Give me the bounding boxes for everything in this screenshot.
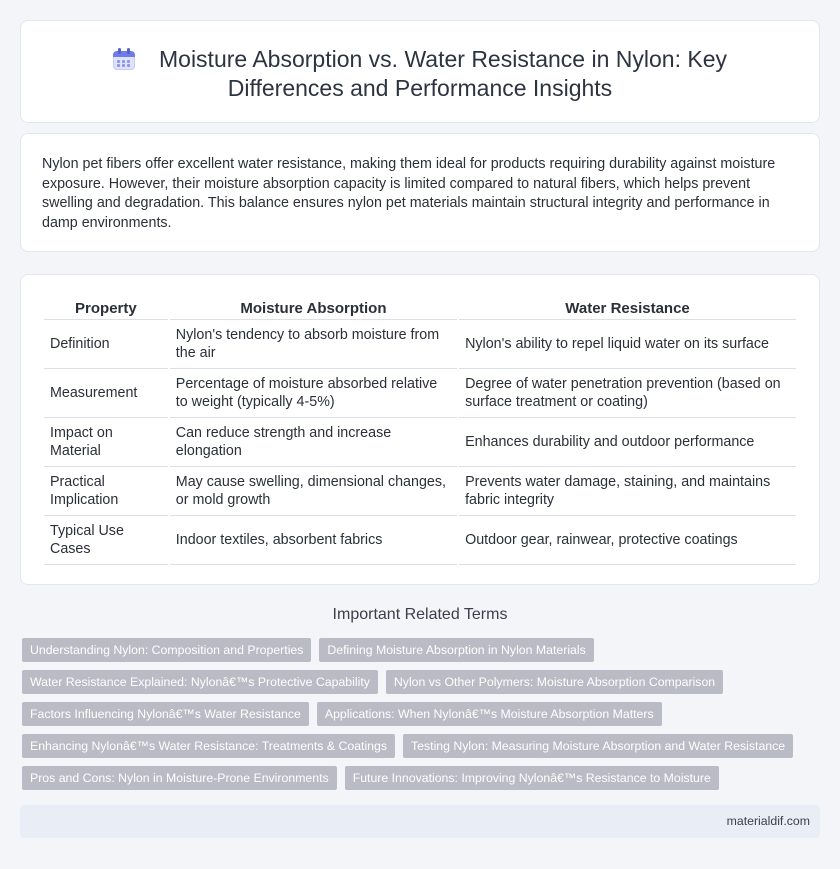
table-row (44, 467, 796, 516)
related-terms-heading: Important Related Terms (332, 606, 508, 623)
table-cell-moisture: May cause swelling, dimensional changes, or mold growth (170, 467, 457, 516)
footer (20, 805, 820, 838)
page-title (21, 45, 819, 103)
table-cell-water: Degree of water penetration prevention (based on surface treatment or coating) (459, 369, 796, 418)
table-row (44, 418, 796, 467)
table-cell-property: Measurement (44, 369, 168, 418)
table-cell-water: Outdoor gear, rainwear, protective coatings (459, 516, 796, 565)
comparison-table (42, 296, 798, 565)
related-term-link[interactable]: Enhancing Nylonâ€™s Water Resistance: Treatments & Coatings (22, 734, 395, 758)
title-line-2: Differences and Performance Insights (227, 75, 613, 101)
table-cell-property: Typical Use Cases (44, 516, 168, 565)
calendar-icon (113, 48, 135, 70)
intro-paragraph: Nylon pet fibers offer excellent water resistance, making them ideal for products requiring durability against moisture exposure. However, their moisture absorption capacity is limited compared to natural fibers, which helps prevent swelling and degradation. This balance ensures nylon pet materials maintain structural integrity and performance in damp environments. (42, 156, 776, 231)
table-cell-water: Prevents water damage, staining, and maintains fabric integrity (459, 467, 796, 516)
related-term-link[interactable]: Water Resistance Explained: Nylonâ€™s Protective Capability (22, 670, 378, 694)
table-row (44, 320, 796, 369)
related-term-link[interactable]: Understanding Nylon: Composition and Properties (22, 638, 311, 662)
table-cell-property: Impact on Material (44, 418, 168, 467)
comparison-table-card (20, 274, 820, 585)
column-header: Property (44, 296, 168, 320)
title-line-1: Moisture Absorption vs. Water Resistance in Nylon: Key (159, 46, 727, 72)
table-cell-moisture: Indoor textiles, absorbent fabrics (170, 516, 457, 565)
related-term-link[interactable]: Nylon vs Other Polymers: Moisture Absorption Comparison (386, 670, 723, 694)
related-term-link[interactable]: Factors Influencing Nylonâ€™s Water Resistance (22, 702, 309, 726)
table-row (44, 516, 796, 565)
related-term-link[interactable]: Future Innovations: Improving Nylonâ€™s Resistance to Moisture (345, 766, 719, 790)
table-cell-property: Definition (44, 320, 168, 369)
column-header: Moisture Absorption (170, 296, 457, 320)
related-term-link[interactable]: Defining Moisture Absorption in Nylon Materials (319, 638, 593, 662)
related-terms-list (22, 638, 812, 798)
table-cell-moisture: Nylon's tendency to absorb moisture from the air (170, 320, 457, 369)
table-header-row (44, 296, 796, 320)
intro-card (20, 133, 820, 252)
table-row (44, 369, 796, 418)
table-cell-moisture: Can reduce strength and increase elongation (170, 418, 457, 467)
column-header: Water Resistance (459, 296, 796, 320)
table-cell-water: Nylon's ability to repel liquid water on its surface (459, 320, 796, 369)
related-term-link[interactable]: Pros and Cons: Nylon in Moisture-Prone Environments (22, 766, 337, 790)
related-term-link[interactable]: Testing Nylon: Measuring Moisture Absorption and Water Resistance (403, 734, 793, 758)
footer-site-link[interactable]: materialdif.com (726, 814, 810, 828)
title-card (20, 20, 820, 123)
table-cell-water: Enhances durability and outdoor performance (459, 418, 796, 467)
table-cell-property: Practical Implication (44, 467, 168, 516)
table-cell-moisture: Percentage of moisture absorbed relative to weight (typically 4-5%) (170, 369, 457, 418)
related-term-link[interactable]: Applications: When Nylonâ€™s Moisture Absorption Matters (317, 702, 662, 726)
